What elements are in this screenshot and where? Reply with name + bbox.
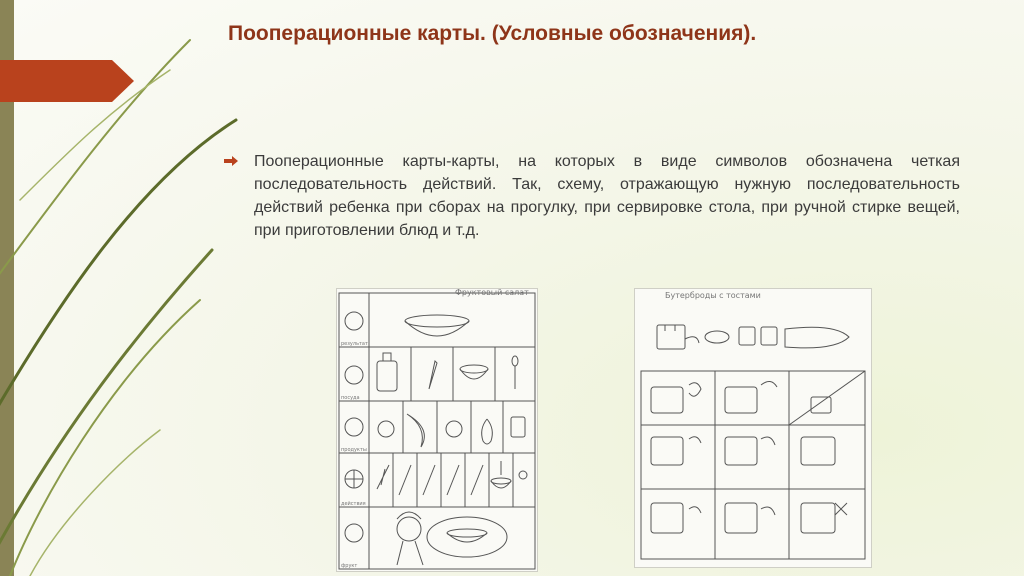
operation-card-toast [634,288,872,568]
svg-text:продукты: продукты [341,447,367,453]
toast-header: Бутерброды с тостами [665,291,761,300]
arrow-bullet-icon [224,156,238,166]
slide-title: Пооперационные карты. (Условные обозначения). [228,22,757,45]
body-text: Пооперационные карты-карты, на которых в виде символов обозначена четкая последовательность действий. Так, схему, отражающую нужную последовательность действий ребенка при сборах на прогулку, при сервировке стола, при ручной стирке вещей, при приготовлении блюд и т.д. [254,153,960,239]
svg-text:действия: действия [341,501,366,507]
svg-text:фрукт: фрукт [341,563,358,569]
operation-card-fruit-salad [336,288,538,572]
bullet-paragraph [224,150,960,242]
svg-text:результат: результат [341,341,368,347]
fruit-salad-drawing [337,289,537,571]
fruit-salad-header: Фруктовый салат [455,288,529,297]
svg-text:посуда: посуда [341,395,360,401]
toast-drawing [635,289,871,567]
title-accent-tab [0,60,134,102]
